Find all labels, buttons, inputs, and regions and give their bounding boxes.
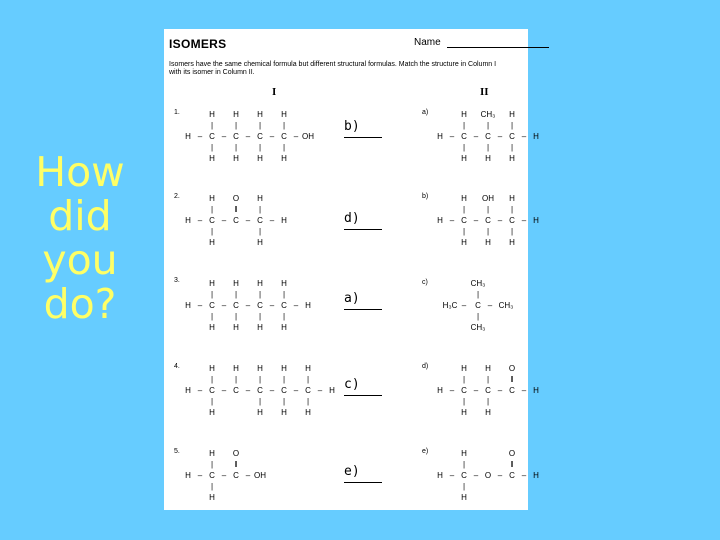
- atom-label: H: [185, 132, 191, 141]
- atom-label: H: [509, 194, 515, 203]
- atom-label: C: [209, 386, 215, 395]
- answer-5: [344, 464, 360, 479]
- atom-label: |: [258, 121, 262, 130]
- atom-label: H: [437, 471, 443, 480]
- atom-label: CH₃: [480, 110, 496, 119]
- atom-label: –: [197, 132, 203, 141]
- atom-label: H: [185, 216, 191, 225]
- molecule-q5: [184, 446, 324, 506]
- atom-label: C: [233, 471, 239, 480]
- atom-label: H: [257, 154, 263, 163]
- atom-label: |: [258, 205, 262, 214]
- atom-label: –: [449, 216, 455, 225]
- answer-text: e): [344, 464, 360, 479]
- option-letter: d): [422, 363, 429, 370]
- column-2-header: II: [480, 86, 489, 98]
- atom-label: |: [306, 397, 310, 406]
- answer-line: [344, 137, 382, 138]
- atom-label: –: [521, 386, 527, 395]
- atom-label: –: [245, 301, 251, 310]
- atom-label: |: [258, 397, 262, 406]
- atom-label: H: [485, 154, 491, 163]
- molecule-option-a: [436, 107, 546, 167]
- atom-label: |: [462, 205, 466, 214]
- atom-label: –: [197, 386, 203, 395]
- atom-label: |: [510, 121, 514, 130]
- atom-label: C: [461, 132, 467, 141]
- atom-label: –: [497, 471, 503, 480]
- atom-label: C: [475, 301, 481, 310]
- atom-label: |: [462, 121, 466, 130]
- atom-label: –: [221, 301, 227, 310]
- atom-label: |: [258, 227, 262, 236]
- atom-label: |: [234, 312, 238, 321]
- question-number: 2.: [174, 193, 180, 200]
- molecule-q4: [184, 361, 354, 421]
- atom-label: –: [269, 132, 275, 141]
- atom-label: H: [461, 364, 467, 373]
- atom-label: –: [269, 301, 275, 310]
- atom-label: H: [209, 408, 215, 417]
- atom-label: |: [476, 312, 480, 321]
- atom-label: H: [209, 238, 215, 247]
- molecule-q3: [184, 276, 334, 336]
- atom-label: H: [257, 279, 263, 288]
- atom-label: H: [281, 154, 287, 163]
- side-line: you: [42, 236, 118, 284]
- atom-label: –: [487, 301, 493, 310]
- atom-label: C: [509, 216, 515, 225]
- atom-label: H: [461, 449, 467, 458]
- atom-label: H: [305, 301, 311, 310]
- atom-label: C: [281, 301, 287, 310]
- atom-label: C: [461, 216, 467, 225]
- atom-label: H: [533, 471, 539, 480]
- atom-label: |: [282, 143, 286, 152]
- atom-label: –: [521, 216, 527, 225]
- atom-label: C: [233, 216, 239, 225]
- atom-label: –: [521, 471, 527, 480]
- atom-label: H: [437, 386, 443, 395]
- atom-label: H: [509, 154, 515, 163]
- atom-label: |: [210, 460, 214, 469]
- atom-label: |: [462, 482, 466, 491]
- atom-label: |: [258, 375, 262, 384]
- atom-label: H: [461, 238, 467, 247]
- atom-label: H: [485, 364, 491, 373]
- atom-label: C: [257, 301, 263, 310]
- molecule-option-e: [436, 446, 546, 506]
- atom-label: –: [473, 386, 479, 395]
- atom-label: |: [210, 290, 214, 299]
- atom-label: C: [257, 216, 263, 225]
- atom-label: –: [221, 132, 227, 141]
- atom-label: H: [233, 279, 239, 288]
- atom-label: H: [533, 132, 539, 141]
- name-blank-line: [447, 47, 549, 48]
- atom-label: –: [497, 386, 503, 395]
- atom-label: H: [437, 132, 443, 141]
- name-label: Name: [414, 37, 441, 48]
- atom-label: –: [221, 386, 227, 395]
- answer-text: b): [344, 119, 360, 134]
- atom-label: |: [258, 290, 262, 299]
- atom-label: H: [281, 364, 287, 373]
- atom-label: |: [282, 121, 286, 130]
- atom-label: |: [234, 121, 238, 130]
- atom-label: H: [509, 110, 515, 119]
- atom-label: |: [486, 397, 490, 406]
- atom-label: |: [210, 121, 214, 130]
- atom-label: |: [510, 227, 514, 236]
- atom-label: H: [209, 493, 215, 502]
- atom-label: –: [293, 132, 299, 141]
- atom-label: H: [257, 323, 263, 332]
- atom-label: OH: [302, 132, 314, 141]
- atom-label: CH₃: [470, 323, 486, 332]
- atom-label: O: [508, 449, 516, 458]
- side-line: did: [48, 192, 112, 240]
- atom-label: C: [485, 386, 491, 395]
- atom-label: H: [461, 408, 467, 417]
- option-letter: c): [422, 279, 428, 286]
- option-letter: a): [422, 109, 429, 116]
- column-1-header: I: [272, 86, 277, 98]
- atom-label: |: [462, 143, 466, 152]
- atom-label: –: [317, 386, 323, 395]
- answer-line: [344, 309, 382, 310]
- atom-label: |: [210, 143, 214, 152]
- atom-label: H: [257, 364, 263, 373]
- atom-label: H: [485, 408, 491, 417]
- atom-label: O: [508, 364, 516, 373]
- question-number: 5.: [174, 448, 180, 455]
- atom-label: H: [185, 471, 191, 480]
- atom-label: CH₃: [498, 301, 514, 310]
- atom-label: |: [210, 312, 214, 321]
- atom-label: H₃C: [442, 301, 458, 310]
- atom-label: H: [257, 194, 263, 203]
- atom-label: O: [232, 449, 240, 458]
- atom-label: |: [258, 312, 262, 321]
- atom-label: –: [473, 471, 479, 480]
- atom-label: C: [485, 132, 491, 141]
- atom-label: |: [210, 397, 214, 406]
- atom-label: H: [461, 110, 467, 119]
- atom-label: H: [509, 238, 515, 247]
- atom-label: H: [281, 216, 287, 225]
- atom-label: H: [533, 386, 539, 395]
- atom-label: C: [461, 471, 467, 480]
- isomers-worksheet: [164, 29, 539, 510]
- question-number: 1.: [174, 109, 180, 116]
- atom-label: H: [185, 386, 191, 395]
- atom-label: |: [210, 205, 214, 214]
- atom-label: |: [486, 227, 490, 236]
- atom-label: –: [473, 132, 479, 141]
- atom-label: H: [281, 323, 287, 332]
- worksheet-title: ISOMERS: [169, 37, 227, 51]
- atom-label: |: [210, 482, 214, 491]
- atom-label: C: [509, 386, 515, 395]
- atom-label: C: [233, 132, 239, 141]
- answer-text: a): [344, 291, 360, 306]
- atom-label: |: [234, 375, 238, 384]
- atom-label: C: [209, 216, 215, 225]
- atom-label: –: [473, 216, 479, 225]
- atom-label: |: [210, 227, 214, 236]
- answer-text: d): [344, 211, 360, 226]
- atom-label: H: [233, 154, 239, 163]
- side-line: How: [35, 148, 125, 196]
- atom-label: C: [509, 471, 515, 480]
- atom-label: C: [281, 386, 287, 395]
- atom-label: |: [282, 375, 286, 384]
- atom-label: –: [449, 386, 455, 395]
- atom-label: C: [209, 132, 215, 141]
- atom-label: |: [258, 143, 262, 152]
- atom-label: –: [497, 132, 503, 141]
- molecule-option-c: [436, 276, 546, 336]
- atom-label: H: [257, 408, 263, 417]
- atom-label: H: [437, 216, 443, 225]
- atom-label: |: [486, 143, 490, 152]
- atom-label: H: [329, 386, 335, 395]
- atom-label: H: [233, 323, 239, 332]
- answer-line: [344, 482, 382, 483]
- atom-label: |: [510, 205, 514, 214]
- atom-label: –: [449, 132, 455, 141]
- atom-label: H: [461, 194, 467, 203]
- atom-label: |: [486, 205, 490, 214]
- molecule-option-d: [436, 361, 546, 421]
- atom-label: –: [221, 471, 227, 480]
- atom-label: ‖: [510, 375, 514, 384]
- atom-label: H: [461, 154, 467, 163]
- atom-label: C: [233, 301, 239, 310]
- atom-label: –: [497, 216, 503, 225]
- atom-label: H: [209, 110, 215, 119]
- answer-text: c): [344, 377, 360, 392]
- atom-label: H: [209, 323, 215, 332]
- atom-label: |: [234, 290, 238, 299]
- atom-label: |: [486, 121, 490, 130]
- question-number: 4.: [174, 363, 180, 370]
- molecule-q1: [184, 107, 324, 167]
- atom-label: CH₃: [470, 279, 486, 288]
- atom-label: |: [462, 397, 466, 406]
- atom-label: H: [209, 194, 215, 203]
- atom-label: H: [209, 154, 215, 163]
- atom-label: –: [293, 301, 299, 310]
- atom-label: H: [257, 238, 263, 247]
- atom-label: –: [293, 386, 299, 395]
- atom-label: H: [233, 364, 239, 373]
- answer-1: [344, 119, 360, 134]
- atom-label: –: [197, 216, 203, 225]
- answer-line: [344, 229, 382, 230]
- atom-label: |: [234, 143, 238, 152]
- atom-label: |: [282, 290, 286, 299]
- atom-label: C: [461, 386, 467, 395]
- atom-label: O: [484, 471, 492, 480]
- atom-label: H: [485, 238, 491, 247]
- atom-label: C: [209, 471, 215, 480]
- atom-label: –: [461, 301, 467, 310]
- how-did-you-do-text: [20, 150, 140, 326]
- atom-label: H: [281, 279, 287, 288]
- atom-label: C: [281, 132, 287, 141]
- atom-label: C: [209, 301, 215, 310]
- atom-label: –: [245, 471, 251, 480]
- atom-label: |: [306, 375, 310, 384]
- atom-label: C: [233, 386, 239, 395]
- atom-label: C: [485, 216, 491, 225]
- atom-label: –: [269, 386, 275, 395]
- atom-label: O: [232, 194, 240, 203]
- atom-label: H: [209, 449, 215, 458]
- atom-label: |: [210, 375, 214, 384]
- atom-label: H: [533, 216, 539, 225]
- atom-label: ‖: [510, 460, 514, 469]
- atom-label: C: [257, 132, 263, 141]
- atom-label: |: [282, 312, 286, 321]
- atom-label: –: [245, 132, 251, 141]
- atom-label: H: [281, 408, 287, 417]
- atom-label: |: [486, 375, 490, 384]
- atom-label: ‖: [234, 460, 238, 469]
- atom-label: H: [209, 364, 215, 373]
- answer-2: [344, 211, 360, 226]
- atom-label: |: [462, 375, 466, 384]
- atom-label: –: [245, 216, 251, 225]
- atom-label: C: [509, 132, 515, 141]
- atom-label: ‖: [234, 205, 238, 214]
- atom-label: H: [461, 493, 467, 502]
- atom-label: |: [462, 460, 466, 469]
- atom-label: –: [197, 301, 203, 310]
- atom-label: H: [281, 110, 287, 119]
- answer-3: [344, 291, 360, 306]
- atom-label: H: [185, 301, 191, 310]
- atom-label: OH: [482, 194, 494, 203]
- atom-label: –: [449, 471, 455, 480]
- atom-label: –: [197, 471, 203, 480]
- atom-label: C: [305, 386, 311, 395]
- molecule-q2: [184, 191, 324, 251]
- atom-label: H: [233, 110, 239, 119]
- atom-label: |: [462, 227, 466, 236]
- atom-label: –: [245, 386, 251, 395]
- side-line: do?: [43, 280, 117, 328]
- atom-label: |: [282, 397, 286, 406]
- atom-label: |: [510, 143, 514, 152]
- atom-label: C: [257, 386, 263, 395]
- option-letter: b): [422, 193, 429, 200]
- atom-label: –: [269, 216, 275, 225]
- atom-label: H: [305, 408, 311, 417]
- molecule-option-b: [436, 191, 546, 251]
- atom-label: –: [521, 132, 527, 141]
- atom-label: H: [209, 279, 215, 288]
- atom-label: H: [257, 110, 263, 119]
- worksheet-instructions: Isomers have the same chemical formula but different structural formulas. Match the structure in Column I with its isomer in Column II.: [169, 61, 497, 76]
- atom-label: H: [305, 364, 311, 373]
- atom-label: –: [221, 216, 227, 225]
- atom-label: |: [476, 290, 480, 299]
- question-number: 3.: [174, 277, 180, 284]
- atom-label: OH: [254, 471, 266, 480]
- option-letter: e): [422, 448, 429, 455]
